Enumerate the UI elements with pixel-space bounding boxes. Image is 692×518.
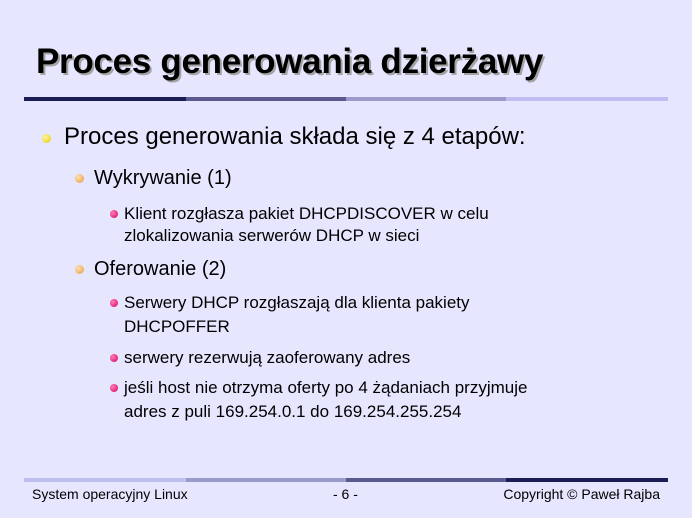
footer-rule-segment: [346, 478, 506, 482]
bullet-icon: [110, 354, 118, 362]
bullet-icon: [110, 384, 118, 392]
footer-rule-segment: [506, 478, 668, 482]
step2-detail2: serwery rezerwują zaoferowany adres: [124, 348, 411, 367]
step1-detail-line2: zlokalizowania serwerów DHCP w sieci: [124, 226, 420, 245]
footer-course: System operacyjny Linux: [32, 486, 188, 502]
title-rule-segment: [506, 97, 668, 101]
slide-title: Proces generowania dzierżawy: [36, 42, 544, 81]
title-rule-segment: [24, 97, 186, 101]
footer-copyright: Copyright © Paweł Rajba: [503, 486, 660, 502]
bullet-icon: [42, 134, 51, 143]
bullet-icon: [75, 174, 84, 183]
bullet-icon: [110, 210, 118, 218]
footer-rule-segment: [24, 478, 186, 482]
footer-rule-segment: [186, 478, 346, 482]
title-rule-segment: [346, 97, 506, 101]
bullet-step1: Wykrywanie (1): [94, 167, 232, 189]
step2-detail3-line2: adres z puli 169.254.0.1 do 169.254.255.254: [124, 402, 462, 421]
step1-detail-line1: Klient rozgłasza pakiet DHCPDISCOVER w celu: [124, 204, 489, 223]
footer-page-number: - 6 -: [333, 486, 358, 502]
step2-detail1-line1: Serwery DHCP rozgłaszają dla klienta pakiety: [124, 293, 470, 312]
bullet-icon: [75, 265, 84, 274]
bullet-icon: [110, 299, 118, 307]
bullet-intro: Proces generowania składa się z 4 etapów:: [64, 123, 526, 150]
step2-detail3-line1: jeśli host nie otrzyma oferty po 4 żądaniach przyjmuje: [124, 378, 528, 397]
step2-detail1-line2: DHCPOFFER: [124, 317, 230, 336]
title-rule-segment: [186, 97, 346, 101]
bullet-step2: Oferowanie (2): [94, 258, 227, 280]
